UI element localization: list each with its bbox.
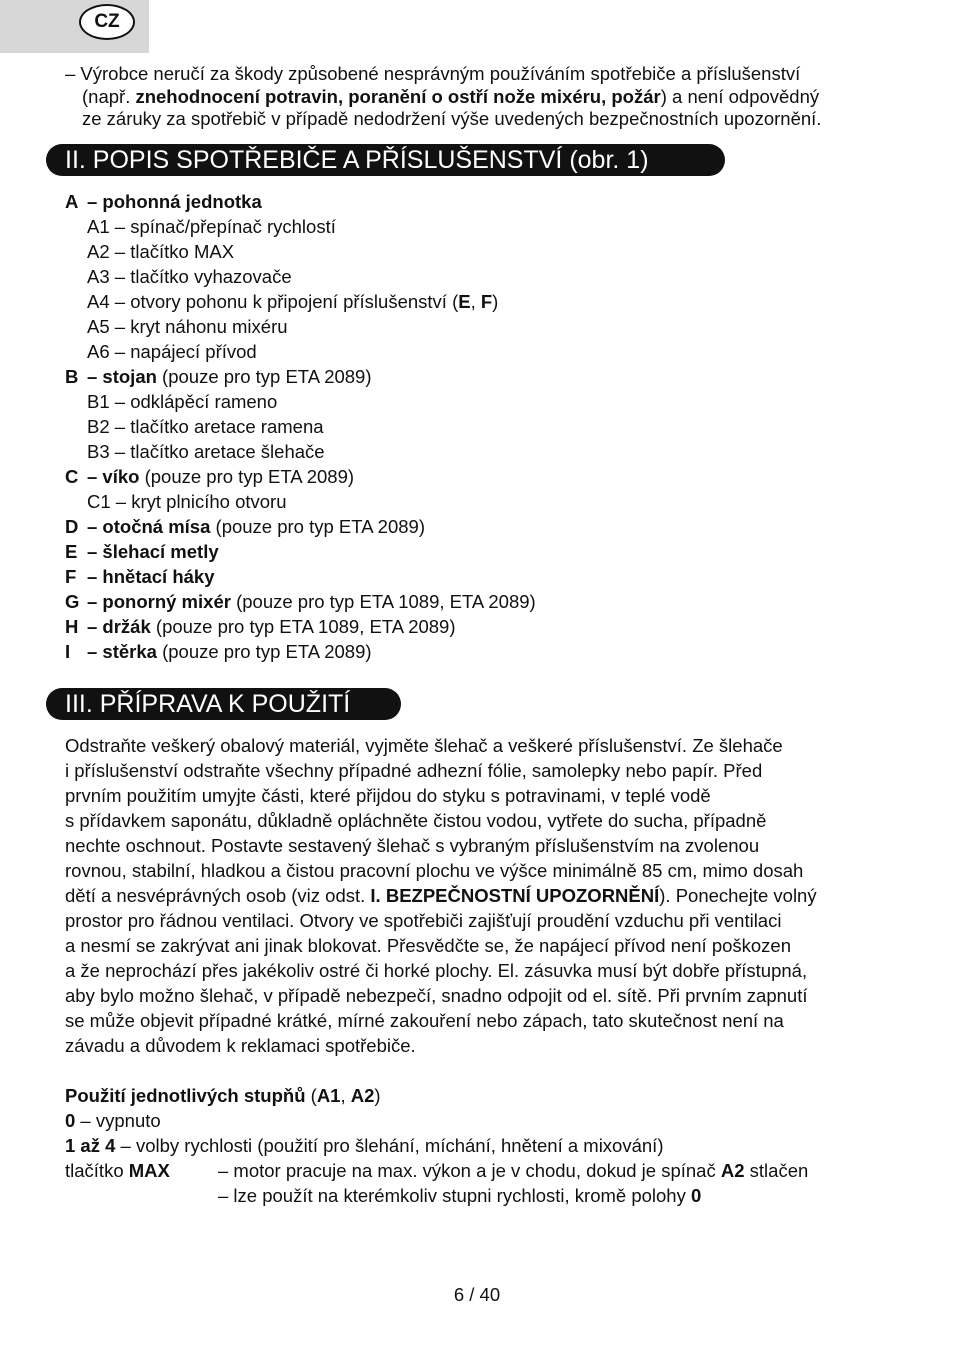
paragraph-line: rovnou, stabilní, hladkou a čistou pracovní plochu ve výšce minimálně 85 cm, mimo dosah bbox=[65, 860, 804, 881]
paragraph-line: a nesmí se zakrývat ani jinak blokovat. Přesvědčte se, že napájecí přívod není poškozen bbox=[65, 935, 792, 956]
paragraph-line: prvním použitím umyjte části, které přijdou do styku s potravinami, v teplé vodě bbox=[65, 785, 711, 806]
part-A2: A2 – tlačítko MAX bbox=[87, 241, 235, 262]
intro-line-2: (např. znehodnocení potravin, poranění o ostří nože mixéru, požár) a není odpovědný bbox=[82, 86, 820, 107]
speeds-title: Použití jednotlivých stupňů (A1, A2) bbox=[65, 1085, 381, 1106]
speed-range: 1 až 4 – volby rychlosti (použití pro šlehání, míchání, hnětení a mixování) bbox=[65, 1135, 664, 1156]
intro-line-1: – Výrobce neručí za škody způsobené nesprávným používáním spotřebiče a příslušenství bbox=[65, 63, 801, 84]
intro-line-3: ze záruky za spotřebič v případě nedodržení výše uvedených bezpečnostních upozornění. bbox=[82, 108, 822, 129]
paragraph-line: a že neprochází přes jakékoliv ostré či horké plochy. El. zásuvka musí být dobře přístupná, bbox=[65, 960, 808, 981]
part-A1: A1 – spínač/přepínač rychlostí bbox=[87, 216, 336, 237]
paragraph-line: prostor pro řádnou ventilaci. Otvory ve spotřebiči zajišťují proudění vzduchu při ventilaci bbox=[65, 910, 782, 931]
language-tab bbox=[0, 0, 149, 53]
part-C: C – víko (pouze pro typ ETA 2089) bbox=[65, 466, 355, 487]
max-line-1: – motor pracuje na max. výkon a je v chodu, dokud je spínač A2 stlačen bbox=[218, 1160, 809, 1181]
part-I: I – stěrka (pouze pro typ ETA 2089) bbox=[65, 641, 372, 662]
part-A: A – pohonná jednotka bbox=[65, 191, 262, 212]
part-G: G – ponorný mixér (pouze pro typ ETA 1089, ETA 2089) bbox=[65, 591, 536, 612]
part-H: H – držák (pouze pro typ ETA 1089, ETA 2089) bbox=[65, 616, 456, 637]
language-badge: CZ bbox=[79, 4, 135, 40]
paragraph-line: závadu a důvodem k reklamaci spotřebiče. bbox=[65, 1035, 416, 1056]
paragraph-line: dětí a nesvéprávných osob (viz odst. I. BEZPEČNOSTNÍ UPOZORNĚNÍ). Ponechejte volný bbox=[65, 885, 817, 906]
paragraph-line: nechte oschnout. Postavte sestavený šlehač s vybraným příslušenstvím na zvolenou bbox=[65, 835, 760, 856]
page-number: 6 / 40 bbox=[453, 1284, 501, 1305]
part-B3: B3 – tlačítko aretace šlehače bbox=[87, 441, 325, 462]
paragraph-line: se může objevit případné krátké, mírné zakouření nebo zápach, tato skutečnost není na bbox=[65, 1010, 784, 1031]
speed-off: 0 – vypnuto bbox=[65, 1110, 161, 1131]
part-A3: A3 – tlačítko vyhazovače bbox=[87, 266, 292, 287]
part-E: E – šlehací metly bbox=[65, 541, 219, 562]
part-B2: B2 – tlačítko aretace ramena bbox=[87, 416, 324, 437]
part-F: F – hnětací háky bbox=[65, 566, 215, 587]
part-A4: A4 – otvory pohonu k připojení příslušenství (E, F) bbox=[87, 291, 499, 312]
part-B: B – stojan (pouze pro typ ETA 2089) bbox=[65, 366, 372, 387]
max-button-label: tlačítko MAX bbox=[65, 1160, 170, 1181]
paragraph-line: i příslušenství odstraňte všechny případné adhezní fólie, samolepky nebo papír. Před bbox=[65, 760, 763, 781]
section-heading-preparation: III. PŘÍPRAVA K POUŽITÍ bbox=[46, 688, 401, 720]
part-A5: A5 – kryt náhonu mixéru bbox=[87, 316, 288, 337]
paragraph-line: Odstraňte veškerý obalový materiál, vyjměte šlehač a veškeré příslušenství. Ze šlehače bbox=[65, 735, 783, 756]
max-line-2: – lze použít na kterémkoliv stupni rychlosti, kromě polohy 0 bbox=[218, 1185, 702, 1206]
part-D: D – otočná mísa (pouze pro typ ETA 2089) bbox=[65, 516, 425, 537]
paragraph-line: aby bylo možno šlehač, v případě nebezpečí, snadno odpojit od el. sítě. Při prvním zapnutí bbox=[65, 985, 808, 1006]
part-C1: C1 – kryt plnicího otvoru bbox=[87, 491, 287, 512]
part-A6: A6 – napájecí přívod bbox=[87, 341, 257, 362]
section-heading-description: II. POPIS SPOTŘEBIČE A PŘÍSLUŠENSTVÍ (obr. 1) bbox=[46, 144, 725, 176]
paragraph-line: s přídavkem saponátu, důkladně opláchněte čistou vodou, vytřete do sucha, případně bbox=[65, 810, 767, 831]
part-B1: B1 – odklápěcí rameno bbox=[87, 391, 278, 412]
